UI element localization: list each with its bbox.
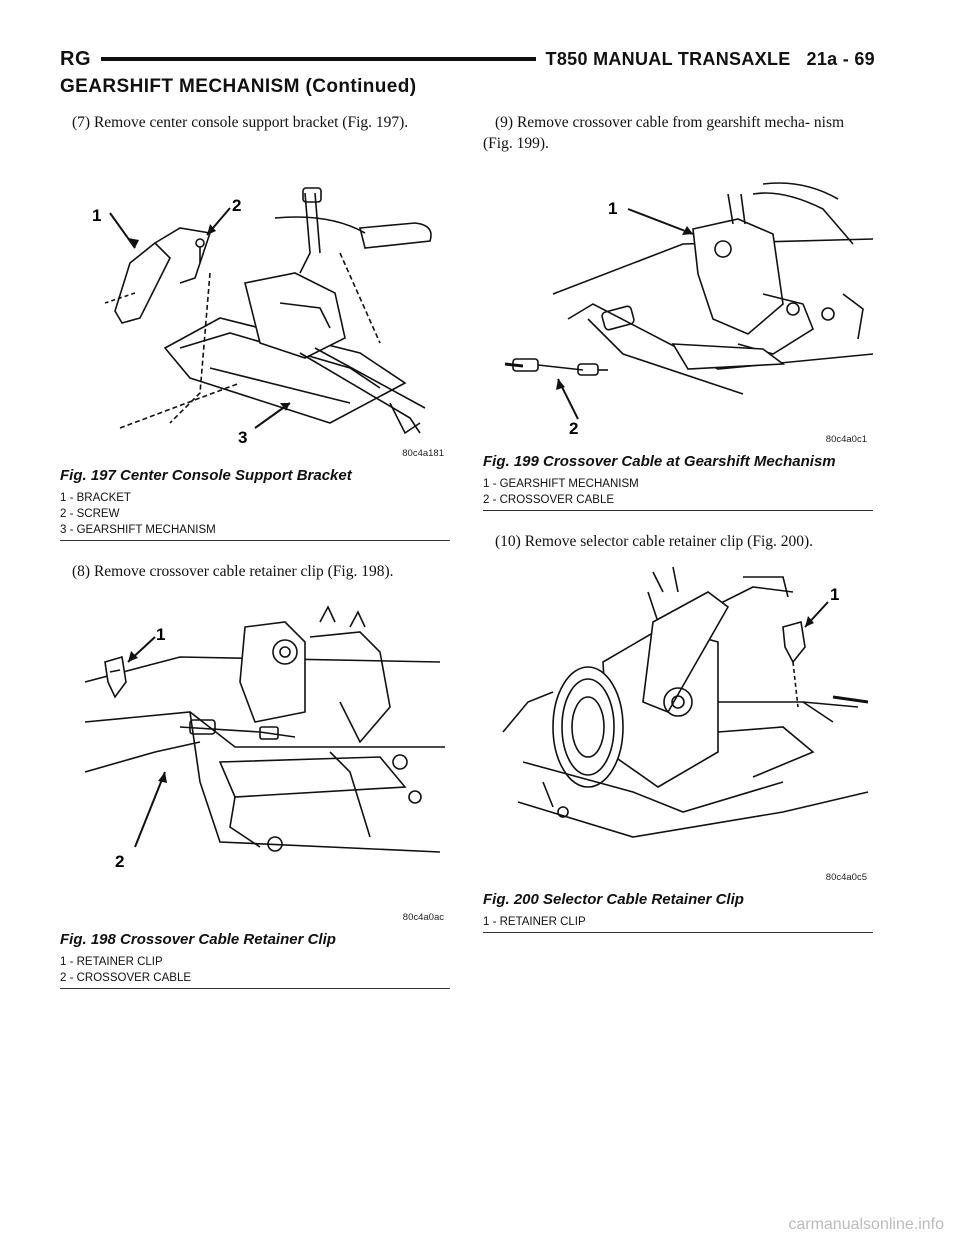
header-page-number: 21a - 69 — [806, 48, 875, 69]
fig199-image-id: 80c4a0c1 — [825, 434, 867, 445]
figure-200 — [483, 552, 873, 887]
header-rule — [101, 57, 536, 61]
fig197-legend-item: 2 - SCREW — [60, 508, 120, 520]
fig198-callout-2: 2 — [115, 852, 125, 871]
right-column — [483, 112, 873, 933]
fig198-callout-1: 1 — [156, 625, 166, 644]
figure-199-illustration — [483, 154, 873, 449]
fig197-legend — [60, 490, 450, 541]
step-9: (9) Remove crossover cable from gearshift mecha- nism (Fig. 199). — [483, 114, 845, 152]
fig200-image-id: 80c4a0c5 — [825, 872, 867, 883]
fig200-callout-1: 1 — [830, 585, 840, 604]
figure-199 — [483, 154, 873, 449]
fig197-callout-3: 3 — [238, 428, 248, 447]
fig200-legend — [483, 914, 873, 933]
fig200-caption: Fig. 200 Selector Cable Retainer Clip — [483, 891, 744, 908]
figure-198 — [60, 582, 450, 927]
fig197-legend-item: 3 - GEARSHIFT MECHANISM — [60, 524, 216, 536]
header-section-code: RG — [60, 47, 91, 70]
step-7: (7) Remove center console support bracket (Fig. 197). — [72, 114, 409, 131]
figure-200-illustration — [483, 552, 873, 887]
fig199-caption: Fig. 199 Crossover Cable at Gearshift Mechanism — [483, 453, 836, 470]
fig199-callout-2: 2 — [569, 419, 579, 438]
watermark: carmanualsonline.info — [788, 1216, 944, 1233]
figure-197 — [60, 133, 450, 463]
fig198-legend-item: 1 - RETAINER CLIP — [60, 956, 163, 968]
fig197-legend-item: 1 - BRACKET — [60, 492, 131, 504]
fig197-caption: Fig. 197 Center Console Support Bracket — [60, 467, 352, 484]
fig198-image-id: 80c4a0ac — [402, 912, 444, 923]
fig199-legend-item: 1 - GEARSHIFT MECHANISM — [483, 478, 639, 490]
fig199-legend — [483, 476, 873, 511]
fig198-caption: Fig. 198 Crossover Cable Retainer Clip — [60, 931, 336, 948]
figure-198-illustration — [60, 582, 450, 927]
step-10: (10) Remove selector cable retainer clip (Fig. 200). — [495, 533, 814, 550]
fig199-legend-item: 2 - CROSSOVER CABLE — [483, 494, 615, 506]
fig197-image-id: 80c4a181 — [402, 448, 444, 459]
fig200-legend-item: 1 - RETAINER CLIP — [483, 916, 586, 928]
page-header — [60, 46, 875, 72]
fig197-callout-1: 1 — [92, 206, 102, 225]
step-8: (8) Remove crossover cable retainer clip (Fig. 198). — [72, 563, 394, 580]
fig199-callout-1: 1 — [608, 199, 618, 218]
fig197-callout-2: 2 — [232, 196, 242, 215]
section-title: GEARSHIFT MECHANISM (Continued) — [60, 76, 417, 97]
header-chapter-title: T850 MANUAL TRANSAXLE — [545, 48, 791, 69]
figure-197-illustration — [60, 133, 450, 463]
fig198-legend-item: 2 - CROSSOVER CABLE — [60, 972, 192, 984]
left-column — [60, 112, 450, 989]
fig198-legend — [60, 954, 450, 989]
